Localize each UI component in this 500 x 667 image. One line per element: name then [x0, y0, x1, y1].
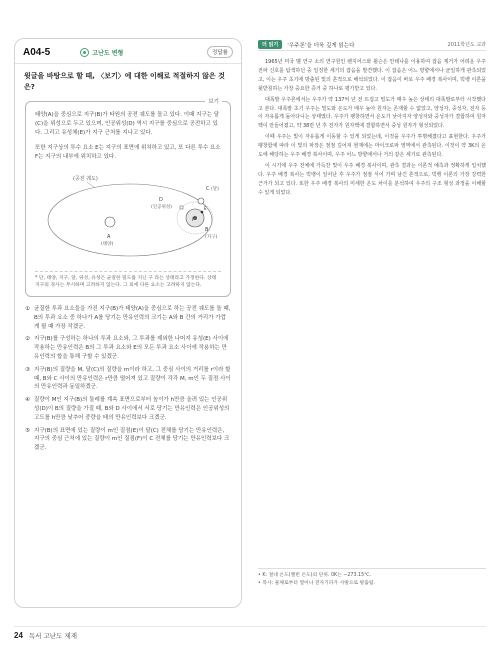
answer-rate-badge: 정답률	[207, 46, 233, 58]
bogi-note: * 단, 태양, 지구, 달, 위성, 유성은 균질한 밀도를 지닌 구 라는 상태라고 가정한다. 상태 지구의 경사는 무시하며 고려하지 않는다. 그 외에 다른 요소는 고려하지 않는다.	[35, 271, 221, 289]
satellite-caption: (인공위성)	[151, 205, 172, 210]
article-paragraph: 대폭발 우주론에서는 우주가 약 137억 년 전 뜨겁고 밀도가 매우 높은 상태의 대폭발로부터 시작했다고 본다. 대폭발 초기 우주는 밀도와 온도가 매우 높아 원자는 존재할 수 없었고, 양성자, 중성자, 전자 등이 자유롭게 돌아다니는 상태였다. 우주가 팽창하면서 온도가 낮아지자 양성자와 중성자가 결합하여 원자핵이 만들어졌고, 약 38만 년 후 전자가 원자핵에 결합하면서 중성 원자가 형성되었다.	[258, 96, 486, 130]
lightbulb-icon	[80, 48, 89, 57]
orbit-label: (공전 궤도)	[73, 176, 98, 182]
read-more-tag: 더 읽기	[258, 40, 282, 49]
choice-list	[15, 297, 241, 453]
choice-item[interactable]	[25, 366, 231, 392]
difficulty-label: 고난도 변형	[92, 49, 124, 57]
sun-icon	[105, 217, 115, 227]
footnote-item: • K: 절대 온도(켈빈 온도)의 단위. 0K는 −273.15℃.	[258, 573, 372, 578]
choice-item[interactable]	[25, 396, 231, 422]
question-header	[15, 39, 241, 64]
choice-item[interactable]	[25, 305, 231, 331]
choice-text: 지구(B)의 질량을 M, 달(C)의 질량을 m이라 하고, 그 중심 사이의 거리를 r이라 할 때, B와 C 사이의 만유인력은 r만큼 떨어져 있고 질량이 각각 M, m인 두 질점 사이의 만유인력과 동일하겠군.	[34, 366, 231, 391]
choice-text: 질량이 M인 지구(B)의 둘레를 계속 표면으로부터 높이가 h만큼 올려 있는 인공위성(D)이 B의 질량을 가질 때, B와 D 사이에서 서로 당기는 만유인력은 인공위성의 고도를 h만큼 낮추어 중량을 태의 만유인력보다 크겠군.	[34, 397, 230, 421]
choice-item[interactable]	[25, 335, 231, 361]
footer-divider	[14, 626, 486, 627]
article-paragraph: 이 시기에 우주 전체에 가득찬 빛이 우주 배경 복사이며, 관측 결과는 이론적 예측과 정확하게 일치했다. 우주 배경 복사는 빅뱅이 일어난 후 우주가 점점 식어 가며 남긴 흔적으로, 빅뱅 이론의 가장 강력한 근거가 되고 있다. 또한 우주 배경 복사의 미세한 온도 차이를 분석하여 우주의 구조 형성 과정을 이해할 수 있게 되었다.	[258, 162, 486, 196]
moon-caption: (달)	[211, 187, 219, 192]
choice-text: 지구(B)의 표면에 있는 질량이 m인 질점(E)이 달(C) 전체를 당기는 만유인력은, 지구의 중심 근처에 있는 질량이 m인 질점(F)이 C 전체를 당기는 만유인력보다 크겠군.	[34, 427, 230, 452]
choice-text: 균질한 투과 요소들을 가진 지구(B)가 태양(A)을 중심으로 하는 공전 궤도를 돌 때, B의 투과 요소 중 하나가 A를 당기는 만유인력의 크기는 A와 B 간의 거리가 가깝게 될 때 가장 작겠군.	[34, 306, 231, 330]
question-number: A04-5	[23, 46, 51, 58]
page-number: 24	[14, 631, 23, 640]
choice-number: ③	[25, 366, 30, 373]
footer-label: 독서 고난도 제재	[28, 632, 77, 640]
choice-number: ④	[25, 397, 30, 404]
bogi-box	[25, 101, 231, 297]
satellite-label: D	[159, 197, 163, 203]
footnotes	[258, 568, 486, 588]
choice-number: ①	[25, 306, 30, 312]
article-body	[258, 58, 486, 200]
article-header	[258, 39, 486, 51]
question-card	[14, 38, 242, 608]
article-source: 2011학년도 교과	[447, 42, 486, 48]
orbit-diagram	[35, 168, 221, 268]
choice-number: ②	[25, 336, 30, 343]
choice-number: ⑤	[25, 427, 30, 434]
sun-caption: (태양)	[101, 242, 114, 247]
earth-caption: (지구)	[205, 235, 218, 240]
difficulty-badge	[80, 48, 123, 57]
page-footer	[14, 631, 77, 640]
bogi-paragraph: 또한 지구상의 투수 요소 E는 지구의 표면에 위치하고 있고, 또 다른 투수 요소 F는 지구의 내부에 위치하고 있다.	[35, 145, 221, 160]
bogi-label: 보기	[205, 97, 222, 105]
earth-label: B	[205, 227, 209, 233]
article-paragraph: 이때 우주는 빛이 자유롭게 이동할 수 있게 되었는데, 이것을 우주가 투명해졌다고 표현한다. 우주가 팽창함에 따라 이 빛의 파장은 점점 길어져 현재에는 마이크로파 영역에서 관측된다. 이것이 약 3K의 온도에 해당하는 우주 배경 복사이며, 우주 어느 방향에서나 거의 같은 세기로 관측된다.	[258, 134, 486, 159]
article-paragraph: 1965년 미국 벨 연구 소의 연구원인 펜지어스와 윌슨은 안테나를 이용하여 잡음 제거가 어려운 우주 전파 신호를 탐색하던 중 일정한 세기의 잡음을 발견했다. 이 잡음은 어느 방향에서나 균일하게 관측되었고, 이는 우주 초기에 방출된 빛의 흔적으로 해석되었다. 이 잡음이 바로 우주 배경 복사이며, 빅뱅 이론을 뒷받침하는 가장 중요한 증거 중 하나로 평가받고 있다.	[258, 59, 486, 92]
satellite-icon	[180, 206, 183, 209]
choice-item[interactable]	[25, 427, 231, 453]
bogi-paragraph: 태양(A)을 중심으로 지구(B)가 타원의 공전 궤도를 돌고 있다. 이때 지구는 달(C)을 위성으로 두고 있으며, 인공위성(D) 역시 지구를 중심으로 공전하고 있다. 그리고 유성체(E)가 지구 근처를 지나고 있다.	[35, 112, 220, 136]
f-label: F	[192, 217, 195, 222]
choice-text: 지구(B)를 구성하는 하나의 투과 요소와, 그 투과를 제외한 나머지 유성(E) 사이에 작용하는 만유인력은 B의 그 투과 요소와 E의 모든 투과 요소 사이에 작용하는 만유인력의 합을 통해 구할 수 있겠군.	[34, 336, 229, 360]
e-label: E	[204, 206, 207, 211]
question-prompt: 윗글을 바탕으로 할 때, 〈보기〉에 대한 이해로 적절하지 않은 것은?	[24, 72, 225, 91]
footnote-item: • 복사: 물체로부터 열이나 전자기파가 사방으로 방출됨.	[258, 581, 376, 586]
sun-label: A	[107, 234, 111, 240]
orbit-diagram-svg	[35, 168, 241, 268]
moon-label: C	[206, 186, 210, 192]
article-title: ‘우주론’을 더욱 깊게 읽는다	[287, 42, 355, 49]
e-point-icon	[201, 211, 204, 214]
moon-icon	[198, 198, 204, 204]
